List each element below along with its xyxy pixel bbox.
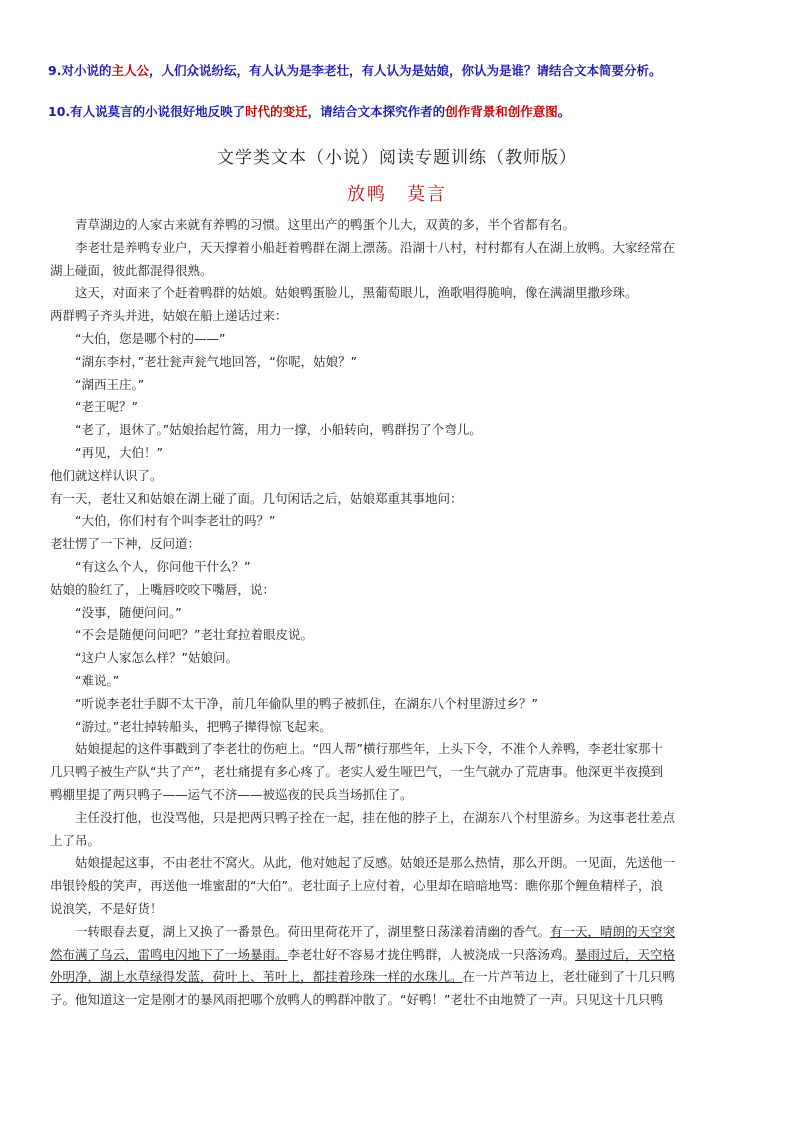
text-line: 青草湖边的人家古来就有养鸭的习惯。这里出产的鸭蛋个儿大，双黄的多，半个省都有名。 [75,217,576,232]
text-line: “游过。”老壮掉转船头，把鸭子撵得惊飞起来。 [75,718,332,734]
text-line: “这户人家怎么样？”姑娘问。 [75,650,238,666]
text-line: “再见，大伯！” [75,444,163,460]
text-line: 几只鸭子被生产队“共了产”，老壮痛提有多心疼了。老实人爱生哑巴气，一生气就办了荒唐事。他深更半夜摸到 [50,764,663,780]
text-line: 说浪笑，不是好货！ [50,900,163,916]
underlined-segment: 有一天，晴朗的天空突 [550,923,676,939]
text-line [50,944,744,967]
text-line [50,966,744,989]
question-10 [48,103,754,121]
text-line: 湖上碰面，彼此都混得很熟。 [50,262,213,278]
text-line: 子。他知道这一定是刚才的暴风雨把哪个放鸭人的鸭群冲散了。“好鸭！”老壮不由地赞了一声。只见这十几只鸭 [50,992,663,1008]
underlined-segment: 然布满了乌云，雷鸣电闪地下了一场暴雨。 [50,946,288,962]
text-line: 李老壮是养鸭专业户，天天撑着小船赶着鸭群在湖上漂荡。沿湖十八村，村村都有人在湖上放鸭。大家经常在 [75,239,676,255]
text-line: “听说李老壮手脚不太干净，前几年偷队里的鸭子被抓住，在湖东八个村里游过乡？” [75,695,538,711]
question-10-keyword1: 时代的变迁 [245,104,308,119]
text-line: “大伯，您是哪个村的——” [75,330,226,346]
text-line [50,921,744,944]
question-10-part2: ，请结合文本探究作者的 [307,104,446,119]
question-9-keyword: 主人公 [111,63,149,78]
document-title: 文学类文本（小说）阅读专题训练（教师版） [217,148,577,168]
text-line: 他们就这样认识了。 [50,467,163,483]
question-9-part2: ，人们众说纷纭，有人认为是李老壮，有人认为是姑娘，你认为是谁？请结合文本简要分析。 [148,63,662,78]
story-body [50,214,744,1012]
text-line: “老王呢？” [75,399,138,415]
text-segment: 李老壮好不容易才拢住鸭群，人被浇成一只落汤鸡。 [287,946,576,962]
story-title: 放鸭 [347,184,387,205]
question-10-part3: 。 [557,104,571,119]
text-line: 姑娘提起的这件事戳到了李老壮的伤疤上。“四人帮”横行那些年，上头下令，不准个人养鸭，李老壮家那十 [75,741,663,757]
text-line: “有这么个人，你问他干什么？” [75,558,251,574]
text-line: 串银铃般的笑声，再送他一堆蜜甜的“大伯”。老壮面子上应付着，心里却在暗暗地骂：瞧你那个鲤鱼精样子，浪 [50,878,663,894]
text-line: “没事，随便问问。” [75,604,182,620]
text-segment: 在一片芦苇边上，老壮碰到了十几只鸭 [462,969,676,985]
text-line: “难说。” [75,672,120,688]
text-line: “老了，退休了。”姑娘抬起竹篙，用力一撑，小船转向，鸭群拐了个弯儿。 [75,422,482,438]
text-line: “湖东李村，”老壮瓮声瓮气地回答，“你呢，姑娘？” [75,353,358,369]
text-segment: 一转眼春去夏，湖上又换了一番景色。荷田里荷花开了，湖里整日荡漾着清幽的香气。 [75,923,551,939]
underlined-segment: 暴雨过后，天空格 [575,946,676,962]
question-10-part1: 10.有人说莫言的小说很好地反映了 [48,104,246,119]
text-line: 两群鸭子齐头并进，姑娘在船上递话过来： [50,308,288,324]
text-line: 上了吊。 [50,832,101,848]
text-line: 主任没打他，也没骂他，只是把两只鸭子拴在一起，挂在他的脖子上，在湖东八个村里游乡。为这事老壮差点 [75,809,676,825]
text-line: “湖西王庄。” [75,376,145,392]
text-line: “不会是随便问问吧？”老壮耷拉着眼皮说。 [75,627,313,643]
underlined-segment: 外明净，湖上水草绿得发蓝，荷叶上、苇叶上，都挂着珍珠一样的水珠儿。 [50,969,463,985]
text-line: 姑娘的脸红了，上嘴唇咬咬下嘴唇，说： [50,581,276,597]
text-line: 这天，对面来了个赶着鸭群的姑娘。姑娘鸭蛋脸儿，黑葡萄眼儿，渔歌唱得脆响，像在满湖里撒珍珠。 [75,285,638,301]
question-9 [48,62,754,80]
story-heading [0,180,794,206]
question-9-part1: 9.对小说的 [48,63,112,78]
text-line: 姑娘提起这事，不由老壮不窝火。从此，他对她起了反感。姑娘还是那么热情，那么开朗。一见面，先送他一 [75,855,676,871]
text-line: 有一天，老壮又和姑娘在湖上碰了面。几句闲话之后，姑娘郑重其事地问： [50,490,463,506]
story-author: 莫言 [407,184,447,205]
question-10-keyword2: 创作背景和创作意图 [445,104,558,119]
text-line: 老壮愣了一下神，反问道： [50,536,201,552]
text-line: 鸭棚里提了两只鸭子——运气不济——被巡夜的民兵当场抓住了。 [50,786,413,802]
text-line: “大伯，你们村有个叫李老壮的吗？” [75,513,276,529]
